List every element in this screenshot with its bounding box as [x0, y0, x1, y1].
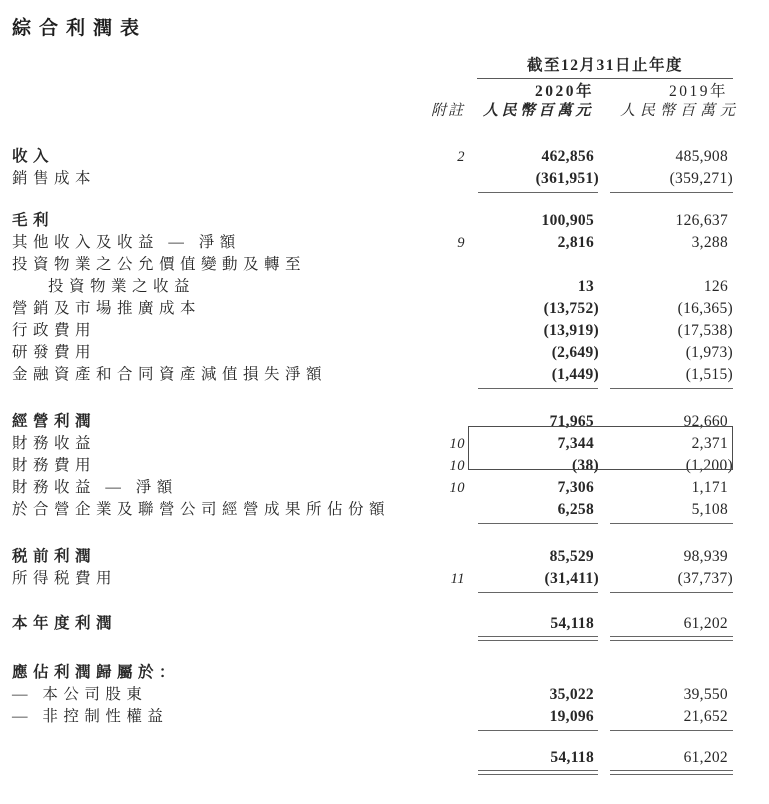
- value-2019: 61,202: [683, 615, 728, 632]
- period-header: 截至12月31日止年度: [477, 55, 733, 79]
- value-2020: 100,905: [541, 212, 594, 229]
- row-label: 研發費用: [12, 344, 97, 361]
- negative-value: (16,365): [677, 300, 733, 317]
- row-admin-expenses: [12, 320, 733, 342]
- rule-2019: [610, 730, 733, 731]
- row-label: 投資物業之收益: [48, 278, 196, 295]
- row-label: 其他收入及收益 — 淨額: [12, 234, 241, 251]
- value-2019: [598, 455, 733, 477]
- row-share-of-jv-results: [12, 499, 733, 521]
- negative-value: (1,449): [551, 366, 599, 383]
- row-label: 税前利潤: [12, 548, 97, 565]
- value-2019: [598, 298, 733, 320]
- single-rule: [12, 592, 733, 593]
- negative-value: (13,752): [543, 300, 599, 317]
- single-rule: [12, 730, 733, 731]
- row-impairment-losses: [12, 364, 733, 386]
- row-label: 收入: [12, 148, 55, 165]
- finance-items-group: [12, 433, 733, 477]
- rule-2019: [610, 592, 733, 593]
- unit-2020-header: 人民幣百萬元: [482, 103, 594, 119]
- spacer: [12, 101, 425, 121]
- note-ref: 11: [450, 571, 465, 587]
- row-profit-before-tax: [12, 546, 733, 568]
- row-selling-marketing: [12, 298, 733, 320]
- row-finance-income-net: [12, 477, 733, 499]
- year-header-row: [12, 83, 733, 101]
- value-2019: 98,939: [683, 548, 728, 565]
- rule-2020: [478, 636, 598, 641]
- single-rule: [12, 388, 733, 389]
- negative-value: (13,919): [543, 322, 599, 339]
- negative-value: (17,538): [677, 322, 733, 339]
- row-finance-income: [12, 433, 733, 455]
- row-profit-for-year: [12, 613, 733, 635]
- row-label: 應佔利潤歸屬於：: [12, 664, 181, 681]
- row-income-tax: [12, 568, 733, 590]
- value-2020: 19,096: [549, 708, 594, 725]
- row-label: — 非控制性權益: [12, 708, 169, 725]
- row-label: 銷售成本: [12, 170, 97, 187]
- single-rule: [12, 192, 733, 193]
- income-statement-page: [0, 18, 769, 804]
- value-2019: 126,637: [675, 212, 728, 229]
- value-2019: 126: [703, 278, 728, 295]
- row-non-controlling-interests: [12, 706, 733, 728]
- row-finance-costs: [12, 455, 733, 477]
- value-2020: 2,816: [557, 234, 594, 251]
- page-title: 綜合利潤表: [12, 18, 148, 39]
- negative-value: (1,515): [685, 366, 733, 383]
- value-2019: 92,660: [683, 413, 728, 430]
- value-2020: [465, 455, 598, 477]
- value-2020: [465, 568, 598, 590]
- row-gross-profit: [12, 210, 733, 232]
- spacer: [425, 83, 465, 101]
- notes-column-header: 附註: [430, 103, 465, 119]
- unit-2019-text: 人民幣百萬元: [619, 103, 740, 119]
- spacer: [12, 83, 425, 101]
- row-label: 投資物業之公允價值變動及轉至: [12, 256, 307, 273]
- negative-value: (361,951): [535, 170, 599, 187]
- negative-value: (1,973): [685, 344, 733, 361]
- row-label: 於合營企業及聯營公司經營成果所佔份額: [12, 501, 391, 518]
- value-2020: 462,856: [541, 148, 594, 165]
- value-2020: [465, 342, 598, 364]
- row-label: 財務收益: [12, 435, 97, 452]
- value-2019: [598, 342, 733, 364]
- value-2019: 1,171: [691, 479, 728, 496]
- value-2019: [598, 168, 733, 190]
- rule-2020: [478, 770, 598, 775]
- value-2020: [465, 364, 598, 386]
- row-label: 本年度利潤: [12, 615, 118, 632]
- value-2019: 485,908: [675, 148, 728, 165]
- rule-2019: [610, 388, 733, 389]
- row-label: 金融資產和合同資產減值損失淨額: [12, 366, 328, 383]
- note-ref: 10: [449, 436, 465, 452]
- value-2019: 21,652: [683, 708, 728, 725]
- row-fair-value-change-line2: [12, 276, 733, 298]
- value-2019: 2,371: [691, 435, 728, 452]
- row-revenue: [12, 146, 733, 168]
- row-cost-of-sales: [12, 168, 733, 190]
- negative-value: (37,737): [677, 570, 733, 587]
- value-2019: 39,550: [683, 686, 728, 703]
- unit-header-row: [12, 101, 740, 121]
- row-label: 經營利潤: [12, 413, 97, 430]
- value-2020: 54,118: [550, 615, 594, 632]
- note-ref: 9: [457, 235, 465, 251]
- row-label: 財務費用: [12, 457, 97, 474]
- note-ref: 10: [449, 458, 465, 474]
- rule-2020: [478, 388, 598, 389]
- single-rule: [12, 523, 733, 524]
- rule-2019: [610, 636, 733, 641]
- value-2020: 71,965: [549, 413, 594, 430]
- value-2020: [465, 168, 598, 190]
- negative-value: (1,200): [685, 457, 733, 474]
- value-2020: 7,306: [557, 479, 594, 496]
- rule-2019: [610, 770, 733, 775]
- double-rule: [12, 636, 733, 641]
- year-2019-header: 2019年: [668, 83, 728, 100]
- rule-2020: [478, 192, 598, 193]
- row-operating-profit: [12, 411, 733, 433]
- row-label: 所得税費用: [12, 570, 118, 587]
- row-attributable-heading: [12, 662, 733, 684]
- value-2019: [598, 320, 733, 342]
- row-rd-expenses: [12, 342, 733, 364]
- value-2019: [598, 364, 733, 386]
- double-rule: [12, 770, 733, 775]
- row-equity-holders: [12, 684, 733, 706]
- value-2020: 35,022: [549, 686, 594, 703]
- value-2020: 6,258: [557, 501, 594, 518]
- value-2019: [598, 568, 733, 590]
- rule-2020: [478, 730, 598, 731]
- rule-2020: [478, 523, 598, 524]
- row-label: — 本公司股東: [12, 686, 148, 703]
- value-2019: 5,108: [691, 501, 728, 518]
- row-total-attributable: [12, 747, 733, 769]
- rule-2019: [610, 523, 733, 524]
- rule-2020: [478, 592, 598, 593]
- negative-value: (38): [571, 457, 599, 474]
- unit-2019-header: [598, 101, 740, 121]
- year-2020-header: 2020年: [534, 83, 594, 100]
- rule-2019: [610, 192, 733, 193]
- row-other-income: [12, 232, 733, 254]
- note-ref: 10: [449, 480, 465, 496]
- value-2020: 13: [577, 278, 594, 295]
- row-fair-value-change-line1: [12, 254, 733, 276]
- value-2019: 61,202: [683, 749, 728, 766]
- row-label: 行政費用: [12, 322, 97, 339]
- row-label: 營銷及市場推廣成本: [12, 300, 202, 317]
- value-2020: [465, 320, 598, 342]
- note-ref: 2: [457, 149, 465, 165]
- row-label: 財務收益 — 淨額: [12, 479, 178, 496]
- value-2020: 54,118: [550, 749, 594, 766]
- value-2020: 7,344: [557, 435, 594, 452]
- value-2020: 85,529: [549, 548, 594, 565]
- row-label: 毛利: [12, 212, 55, 229]
- value-2019: 3,288: [691, 234, 728, 251]
- value-2020: [465, 298, 598, 320]
- negative-value: (359,271): [669, 170, 733, 187]
- negative-value: (31,411): [544, 570, 599, 587]
- negative-value: (2,649): [551, 344, 599, 361]
